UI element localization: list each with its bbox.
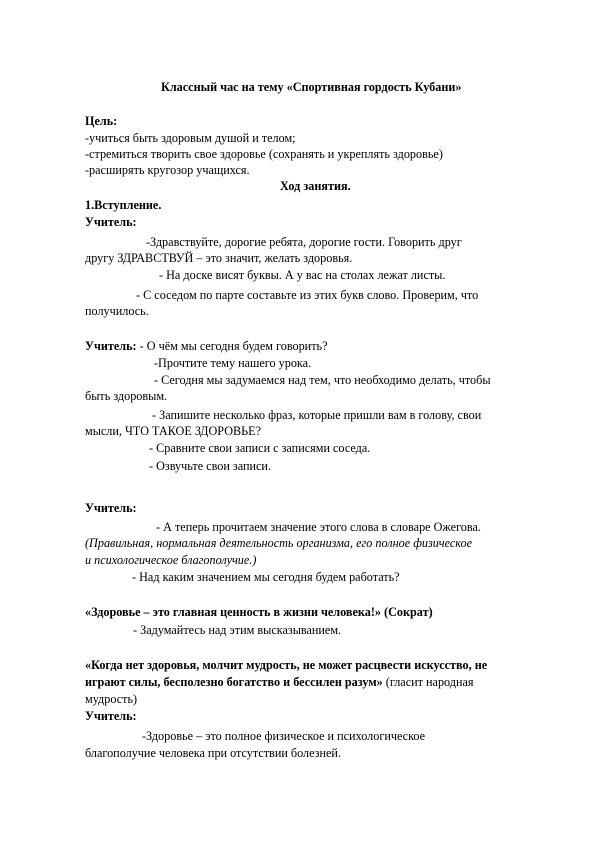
teacher-line: - Сегодня мы задумаемся над тем, что необходимо делать, чтобы [154, 373, 491, 387]
question-text: - О чём мы сегодня будем говорить? [136, 339, 328, 353]
teacher-label: Учитель: [85, 215, 137, 229]
teacher-label: Учитель: [85, 501, 137, 515]
goal-item: -расширять кругозор учащихся. [85, 163, 250, 177]
teacher-line: мысли, ЧТО ТАКОЕ ЗДОРОВЬЕ? [85, 424, 262, 438]
intro-line: -Здравствуйте, дорогие ребята, дорогие гости. Говорить друг [146, 235, 462, 249]
intro-line: другу ЗДРАВСТВУЙ – это значит, желать здоровья. [85, 251, 353, 265]
teacher-line: - Над каким значением мы сегодня будем работать? [132, 570, 400, 584]
lesson-heading: Ход занятия. [280, 179, 351, 193]
intro-line: - С соседом по парте составьте из этих букв слово. Проверим, что [136, 288, 479, 302]
intro-line: получилось. [85, 304, 149, 318]
folk-quote-source: (гласит народная [385, 675, 474, 689]
teacher-line: -Прочтите тему нашего урока. [154, 356, 312, 370]
folk-quote-line [85, 675, 474, 690]
intro-line: - На доске висят буквы. А у вас на столах лежат листы. [159, 268, 446, 282]
goal-item: -учиться быть здоровым душой и телом; [85, 131, 296, 145]
definition-line: (Правильная, нормальная деятельность организма, его полное физическое [85, 536, 472, 550]
teacher-question-line [85, 339, 328, 354]
teacher-line: - А теперь прочитаем значение этого слова в словаре Ожегова. [156, 520, 481, 534]
quote-task: - Задумайтесь над этим высказыванием. [133, 623, 342, 637]
teacher-line: - Озвучьте свои записи. [149, 459, 271, 473]
teacher-label: Учитель: [85, 339, 137, 353]
folk-quote-text: играют силы, бесполезно богатство и бессилен разум» [85, 675, 386, 689]
teacher-line: -Здоровье – это полное физическое и психологическое [142, 729, 426, 743]
goal-item: -стремиться творить свое здоровье (сохранять и укреплять здоровье) [85, 147, 443, 161]
teacher-line: быть здоровым. [85, 389, 168, 403]
quote-socrates: «Здоровье – это главная ценность в жизни человека!» (Сократ) [85, 605, 433, 619]
teacher-line: благополучие человека при отсутствии болезней. [85, 746, 341, 760]
teacher-line: - Запишите несколько фраз, которые пришли вам в голову, свои [152, 408, 482, 422]
teacher-label: Учитель: [85, 709, 137, 723]
teacher-line: - Сравните свои записи с записями соседа. [149, 441, 371, 455]
goal-heading: Цель: [85, 114, 118, 128]
folk-quote-line: мудрость) [85, 692, 138, 706]
definition-line: и психологическое благополучие.) [85, 553, 257, 567]
document-title: Классный час на тему «Спортивная гордость Кубани» [161, 80, 462, 94]
folk-quote-line: «Когда нет здоровья, молчит мудрость, не может расцвести искусство, не [85, 658, 488, 672]
section-heading: 1.Вступление. [85, 198, 162, 212]
